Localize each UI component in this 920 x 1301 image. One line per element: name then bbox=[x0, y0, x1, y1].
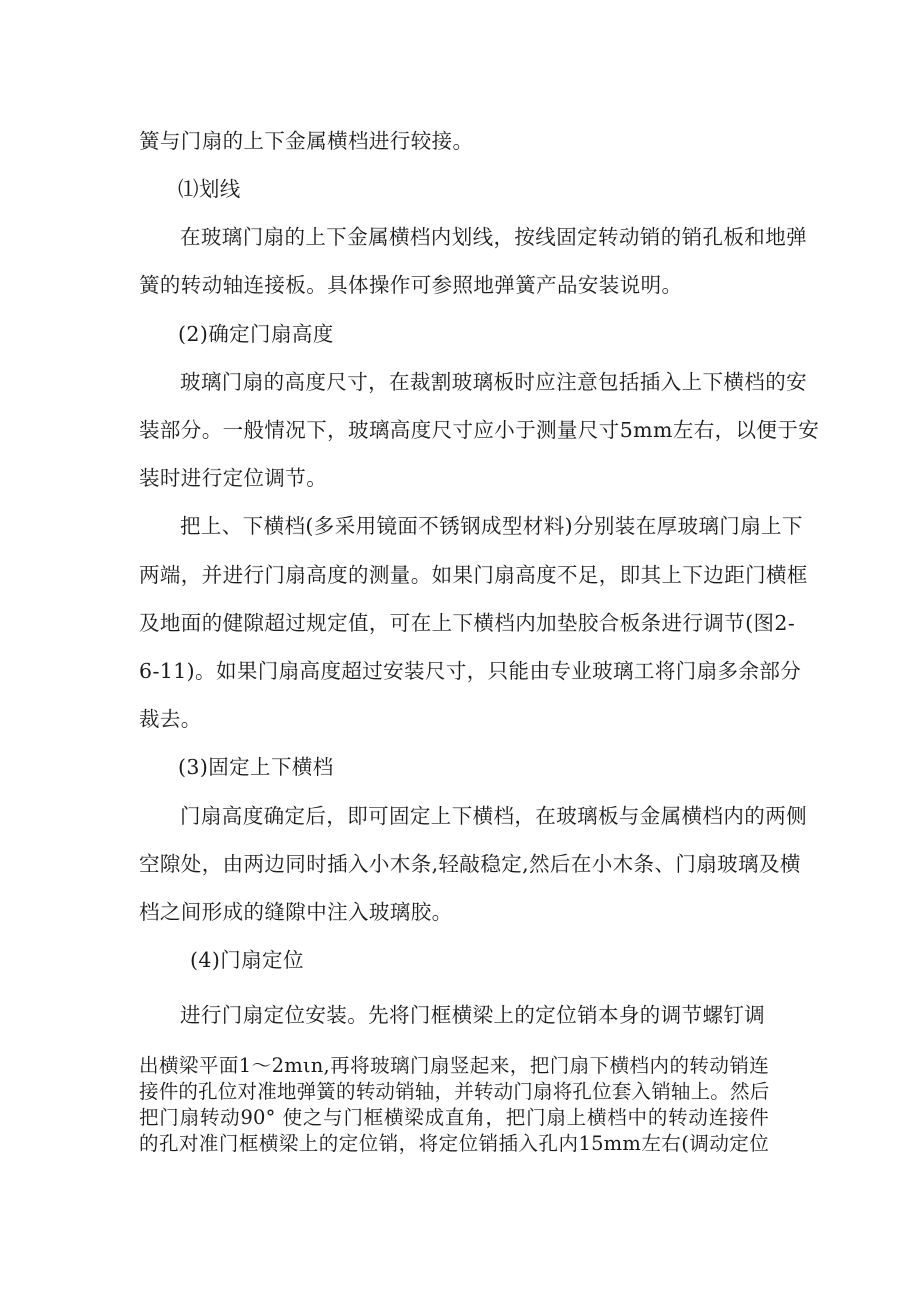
text-line-12: 6-11)。如果门扇高度超过安装尺寸，只能由专业玻璃工将门扇多余部分 bbox=[139, 659, 802, 683]
text-line-4: 簧的转动轴连接板。具体操作可参照地弹簧产品安装说明。 bbox=[139, 273, 683, 297]
text-line-6: 玻璃门扇的高度尺寸，在裁割玻璃板时应注意包括插入上下横档的安 bbox=[180, 370, 807, 394]
section-heading-4: (4)门扇定位 bbox=[190, 948, 304, 972]
section-heading-3: (3)固定上下横档 bbox=[178, 755, 334, 779]
text-line-9: 把上、下横档(多采用镜面不锈钢成型材料)分别装在厚玻璃门扇上下 bbox=[180, 514, 803, 538]
section-heading-2: (2)确定门扇高度 bbox=[178, 322, 334, 346]
text-line-20: 出横梁平面1～2mιn,再将玻璃门扇竖起来，把门扇下横档内的转动销连 bbox=[139, 1054, 769, 1077]
text-line-3: 在玻璃门扇的上下金属横档内划线，按线固定转动销的销孔板和地弹 bbox=[180, 225, 807, 249]
text-line-8: 装时进行定位调节。 bbox=[139, 466, 328, 490]
text-line-7: 装部分。一般情况下，玻璃高度尺寸应小于测量尺寸5mm左右，以便于安 bbox=[139, 418, 820, 442]
text-line-1: 簧与门扇的上下金属横档进行较接。 bbox=[139, 129, 474, 153]
text-line-23: 的孔对准门框横梁上的定位销，将定位销插入孔内15mm左右(调动定位 bbox=[139, 1132, 769, 1155]
text-line-10: 两端，并进行门扇高度的测量。如果门扇高度不足，即其上下边距门横框 bbox=[139, 563, 808, 587]
text-line-19: 进行门扇定位安装。先将门框横梁上的定位销本身的调节螺钉调 bbox=[180, 1003, 766, 1027]
text-line-21: 接件的孔位对准地弹簧的转动销轴，并转动门扇将孔位套入销轴上。然后 bbox=[139, 1080, 770, 1103]
text-line-15: 门扇高度确定后，即可固定上下横档，在玻璃板与金属横档内的两侧 bbox=[180, 804, 807, 828]
text-line-16: 空隙处，由两边同时插入小木条,轻敲稳定,然后在小木条、门扇玻璃及横 bbox=[139, 852, 801, 876]
text-line-13: 裁去。 bbox=[139, 707, 202, 731]
text-line-22: 把门扇转动90° 使之与门框横梁成直角，把门扇上横档中的转动连接件 bbox=[139, 1106, 769, 1129]
section-heading-1: ⑴划线 bbox=[178, 177, 241, 201]
text-line-11: 及地面的健隙超过规定值，可在上下横档内加垫胶合板条进行调节(图2- bbox=[139, 611, 796, 635]
text-line-17: 档之间形成的缝隙中注入玻璃胶。 bbox=[139, 900, 453, 924]
